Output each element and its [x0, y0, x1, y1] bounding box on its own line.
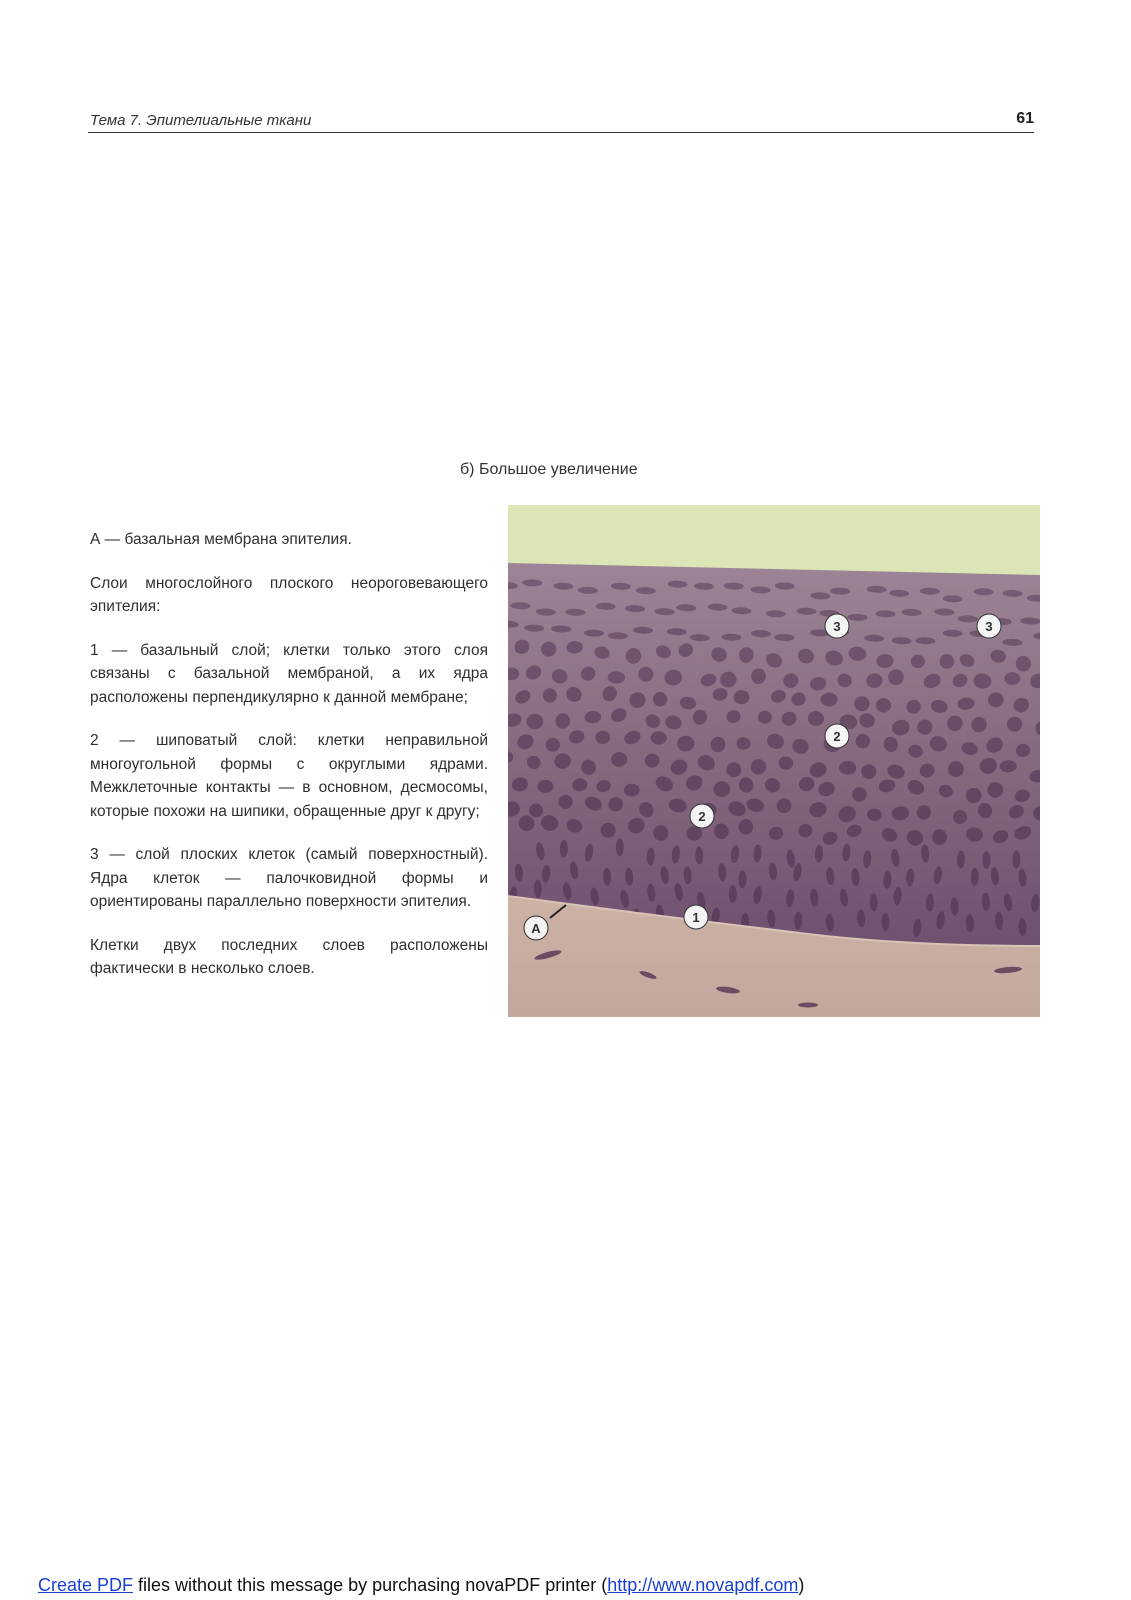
page-number: 61 [1016, 110, 1034, 127]
footer-middle-text: files without this message by purchasing novaPDF printer ( [133, 1575, 608, 1595]
label-3-left-text: 3 [833, 619, 841, 634]
legend-layer-3: 3 — слой плоских клеток (самый поверхностный). Ядра клеток — палочковидной формы и ориентированы параллельно поверхности эпителия. [90, 846, 488, 910]
label-2-lower-text: 2 [698, 809, 706, 824]
label-a-text: A [531, 921, 541, 936]
page-header [88, 108, 1034, 133]
histology-micrograph [508, 505, 1040, 1017]
legend-intro: Слои многослойного плоского неороговевающего эпителия: [90, 574, 488, 615]
figure-caption: б) Большое увеличение [460, 461, 638, 478]
label-2-upper-text: 2 [833, 729, 841, 744]
legend-a: А — базальная мембрана эпителия. [90, 531, 352, 548]
cell-nucleus [638, 667, 653, 682]
label-a [524, 916, 548, 940]
footer-end-text: ) [798, 1575, 805, 1595]
chapter-title: Тема 7. Эпителиальные ткани [90, 112, 312, 129]
label-3-left [825, 614, 849, 638]
label-3-right-text: 3 [985, 619, 993, 634]
label-3-right [977, 614, 1001, 638]
label-2-lower [690, 804, 714, 828]
cell-nucleus [729, 885, 737, 903]
legend-note: Клетки двух последних слоев расположены фактически в несколько слоев. [90, 936, 488, 977]
legend-layer-2: 2 — шиповатый слой: клетки неправильной многоугольной формы с округлыми ядрами. Межклеточные контакты — в основном, десмосомы, которые похожи на шипики, обращенные друг к другу; [90, 732, 488, 820]
legend-layer-1: 1 — базальный слой; клетки только этого слоя связаны с базальной мембраной, а их ядра расположены перпендикулярно к данной мембране; [90, 641, 488, 706]
label-1-text: 1 [692, 910, 700, 925]
footer-note [38, 1575, 804, 1596]
label-1 [684, 905, 708, 929]
legend-text [90, 528, 488, 1001]
label-2-upper [825, 724, 849, 748]
create-pdf-link[interactable]: Create PDF [38, 1575, 134, 1595]
novapdf-link[interactable]: http://www.novapdf.com [607, 1575, 799, 1595]
